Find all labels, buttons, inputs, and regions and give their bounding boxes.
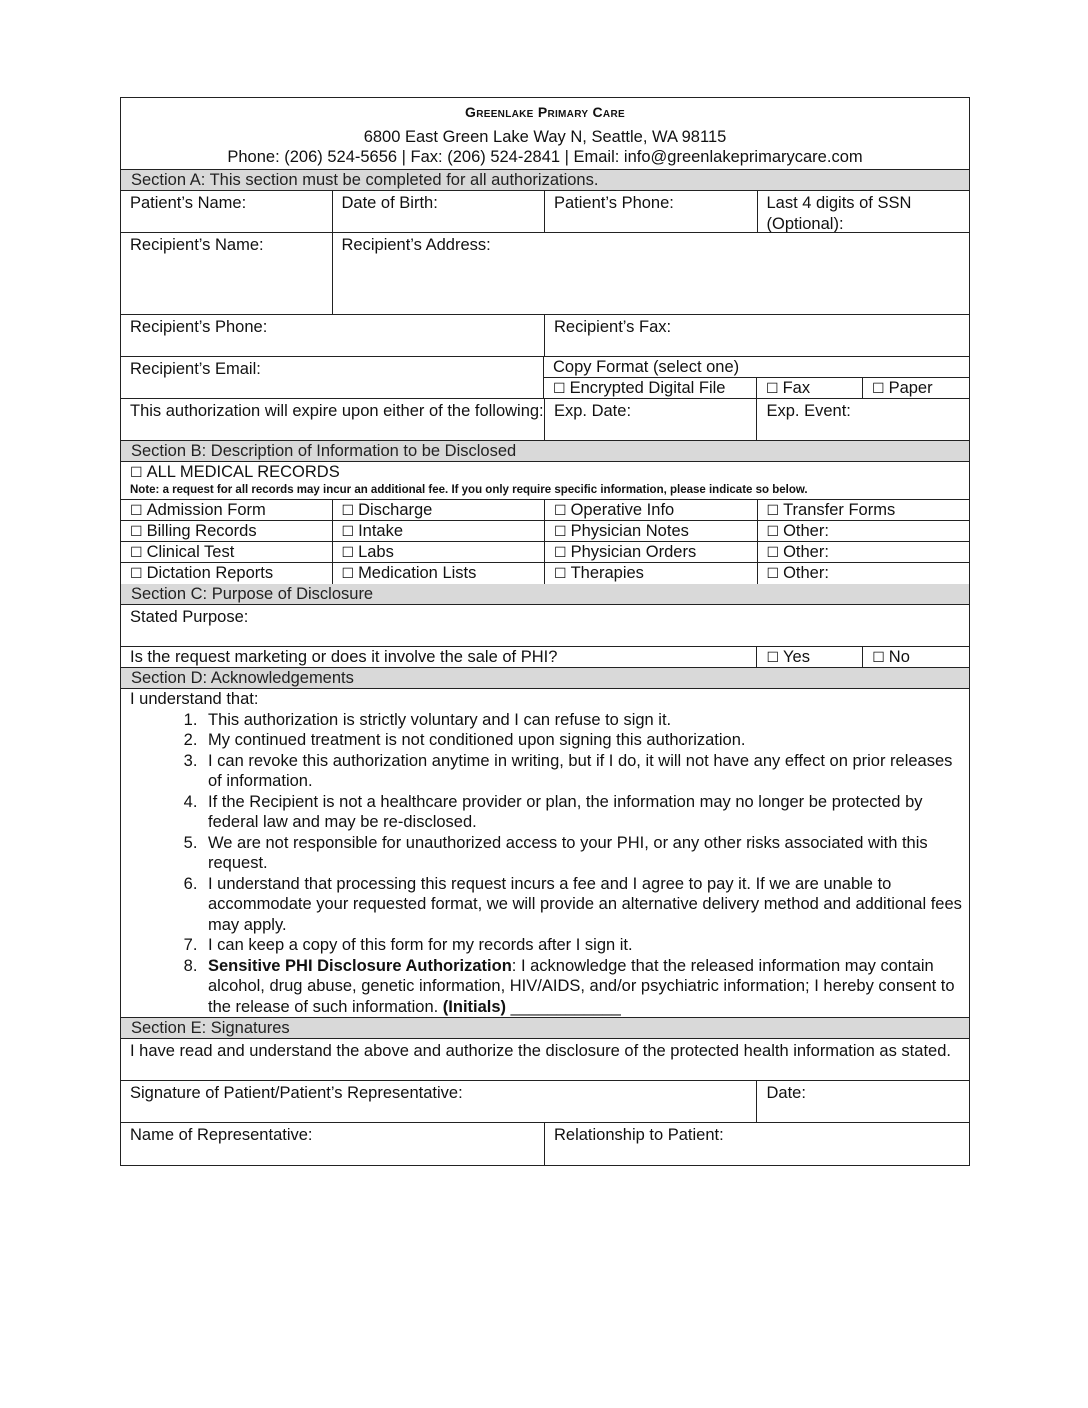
checkbox-icon[interactable]: ☐: [872, 649, 885, 665]
recipient-phone-field[interactable]: Recipient’s Phone:: [121, 315, 545, 356]
record-option[interactable]: [758, 500, 970, 520]
marketing-row: [121, 647, 969, 668]
checkbox-icon[interactable]: ☐: [872, 380, 885, 396]
initials-line[interactable]: ____________: [506, 997, 621, 1016]
records-grid: [121, 500, 969, 584]
expire-label: This authorization will expire upon either of the following:: [121, 399, 545, 440]
ack-item: 2. My continued treatment is not conditioned upon signing this authorization.: [202, 730, 969, 751]
record-option-label: Medication Lists: [358, 564, 477, 582]
ssn-field[interactable]: Last 4 digits of SSN (Optional):: [766, 194, 912, 232]
section-e-title: Section E: Signatures: [121, 1018, 969, 1039]
dob-field[interactable]: Date of Birth:: [333, 191, 546, 232]
signature-row: [121, 1081, 969, 1123]
checkbox-icon[interactable]: ☐: [130, 544, 143, 560]
record-option[interactable]: [545, 542, 758, 562]
record-option[interactable]: [545, 521, 758, 541]
initials-label: (Initials): [442, 997, 507, 1016]
records-row: [121, 521, 969, 542]
patient-row: [121, 191, 969, 233]
recipient-phone-row: [121, 315, 969, 357]
checkbox-icon[interactable]: ☐: [130, 502, 143, 518]
checkbox-icon[interactable]: ☐: [766, 565, 780, 581]
form-header: [121, 98, 969, 170]
checkbox-icon[interactable]: ☐: [766, 544, 780, 560]
format-paper-option[interactable]: ☐ Paper: [872, 379, 933, 397]
record-option-label: Discharge: [358, 501, 433, 519]
org-contact: Phone: (206) 524-5656 | Fax: (206) 524-2841 | Email: info@greenlakeprimarycare.com: [227, 148, 863, 166]
section-d-title: Section D: Acknowledgements: [121, 668, 969, 689]
ack-item: 8. Sensitive PHI Disclosure Authorization: I acknowledge that the released information may contain alcohol, drug abuse, genetic information, HIV/AIDS, and/or psychiatric information; I hereby consent to the release of such information. (Initials) ____________: [202, 956, 969, 1018]
records-row: [121, 500, 969, 521]
format-fax-option[interactable]: ☐ Fax: [757, 378, 863, 399]
ack-item: 6. I understand that processing this request incurs a fee and I agree to pay it. If we are unable to accommodate your requested format, we will provide an alternative delivery method and additional fees may apply.: [202, 874, 969, 936]
records-row: [121, 563, 969, 584]
section-b-title: Section B: Description of Information to be Disclosed: [121, 441, 969, 462]
recipient-name-field[interactable]: Recipient’s Name:: [121, 233, 333, 314]
record-option-label: Clinical Test: [146, 543, 235, 561]
record-option[interactable]: [121, 500, 333, 520]
recipient-row: [121, 233, 969, 315]
checkbox-icon[interactable]: ☐: [553, 380, 566, 396]
ack-item: 1. This authorization is strictly voluntary and I can refuse to sign it.: [202, 710, 969, 731]
all-records-note: Note: a request for all records may incur an additional fee. If you only require specific information, please indicate so below.: [130, 484, 808, 496]
record-option-label: Labs: [358, 543, 394, 561]
checkbox-icon[interactable]: ☐: [130, 523, 143, 539]
record-option-label: Physician Notes: [570, 522, 689, 540]
record-option[interactable]: [121, 542, 333, 562]
signature-field[interactable]: Signature of Patient/Patient’s Representative:: [121, 1081, 757, 1122]
ack-list: [130, 710, 969, 1018]
checkbox-icon[interactable]: ☐: [766, 380, 779, 396]
authorization-statement: I have read and understand the above and authorize the disclosure of the protected health information as stated.: [130, 1042, 951, 1060]
ack-item: 7. I can keep a copy of this form for my records after I sign it.: [202, 935, 969, 956]
checkbox-icon[interactable]: ☐: [341, 523, 355, 539]
expire-row: [121, 399, 969, 441]
checkbox-icon[interactable]: ☐: [554, 523, 567, 539]
checkbox-icon[interactable]: ☐: [341, 565, 355, 581]
marketing-no-option[interactable]: ☐ No: [872, 648, 910, 666]
record-option-label: Dictation Reports: [146, 564, 274, 582]
record-option-label: Admission Form: [146, 501, 266, 519]
record-option[interactable]: [545, 500, 758, 520]
exp-date-field[interactable]: Exp. Date:: [545, 399, 758, 440]
rep-name-field[interactable]: Name of Representative:: [121, 1123, 545, 1165]
checkbox-icon[interactable]: ☐: [766, 649, 780, 665]
record-option-label: Physician Orders: [570, 543, 697, 561]
record-option[interactable]: [121, 563, 333, 584]
recipient-address-field[interactable]: Recipient’s Address:: [341, 236, 491, 254]
section-a-title: Section A: This section must be completed for all authorizations.: [121, 170, 969, 191]
record-option[interactable]: [333, 542, 546, 562]
record-option[interactable]: [545, 563, 758, 584]
checkbox-icon[interactable]: ☐: [554, 502, 567, 518]
section-c-title: Section C: Purpose of Disclosure: [121, 584, 969, 605]
org-name: Greenlake Primary Care: [465, 104, 625, 120]
record-option-label: Billing Records: [146, 522, 257, 540]
checkbox-icon[interactable]: ☐: [341, 544, 355, 560]
relationship-field[interactable]: Relationship to Patient:: [554, 1126, 724, 1144]
record-option[interactable]: [758, 542, 970, 562]
org-address: 6800 East Green Lake Way N, Seattle, WA 98115: [363, 128, 727, 146]
marketing-question: Is the request marketing or does it involve the sale of PHI?: [121, 647, 757, 667]
record-option[interactable]: [758, 521, 970, 541]
checkbox-icon[interactable]: ☐: [766, 523, 780, 539]
records-row: [121, 542, 969, 563]
patient-phone-field[interactable]: Patient’s Phone:: [545, 191, 758, 232]
ack-intro: I understand that:: [130, 690, 259, 708]
record-option[interactable]: [333, 500, 546, 520]
checkbox-icon[interactable]: ☐: [554, 565, 567, 581]
ack-item: 4. If the Recipient is not a healthcare provider or plan, the information may no longer be protected by federal law and may be re-disclosed.: [202, 792, 969, 833]
checkbox-icon[interactable]: ☐: [341, 502, 355, 518]
recipient-fax-field[interactable]: Recipient’s Fax:: [554, 318, 672, 336]
format-digital-option[interactable]: ☐ Encrypted Digital File: [544, 378, 757, 399]
record-option-label: Transfer Forms: [783, 501, 896, 519]
ack-item: 5. We are not responsible for unauthorized access to your PHI, or any other risks associated with this request.: [202, 833, 969, 874]
checkbox-icon[interactable]: ☐: [130, 565, 143, 581]
record-option-label: Therapies: [570, 564, 644, 582]
copy-format-group: [544, 357, 969, 398]
acknowledgements: [121, 689, 969, 1018]
record-option[interactable]: [121, 521, 333, 541]
record-option[interactable]: [758, 563, 970, 584]
signature-date-field[interactable]: Date:: [766, 1084, 806, 1102]
purpose-row: [121, 605, 969, 647]
copy-format-label: Copy Format (select one): [544, 357, 969, 378]
all-records-row: [121, 462, 969, 500]
statement-row: [121, 1039, 969, 1081]
checkbox-icon[interactable]: ☐: [766, 502, 780, 518]
stated-purpose-field[interactable]: Stated Purpose:: [130, 608, 249, 626]
record-option-label: Other:: [783, 522, 829, 540]
record-option[interactable]: [333, 521, 546, 541]
record-option-label: Other:: [783, 543, 829, 561]
record-option-label: Intake: [358, 522, 404, 540]
record-option[interactable]: [333, 563, 546, 584]
all-records-option[interactable]: ☐ ALL MEDICAL RECORDS: [130, 463, 340, 481]
ack-item: 3. I can revoke this authorization anytime in writing, but if I do, it will not have any effect on prior releases of information.: [202, 751, 969, 792]
marketing-yes-option[interactable]: ☐ Yes: [757, 647, 863, 667]
patient-name-field[interactable]: Patient’s Name:: [121, 191, 333, 232]
authorization-form: [120, 97, 970, 1166]
record-option-label: Other:: [783, 564, 829, 582]
recipient-email-field[interactable]: Recipient’s Email:: [121, 357, 544, 398]
checkbox-icon[interactable]: ☐: [554, 544, 567, 560]
recipient-email-row: [121, 357, 969, 399]
checkbox-icon[interactable]: ☐: [130, 464, 143, 480]
exp-event-field[interactable]: Exp. Event:: [766, 402, 851, 420]
representative-row: [121, 1123, 969, 1165]
record-option-label: Operative Info: [570, 501, 675, 519]
